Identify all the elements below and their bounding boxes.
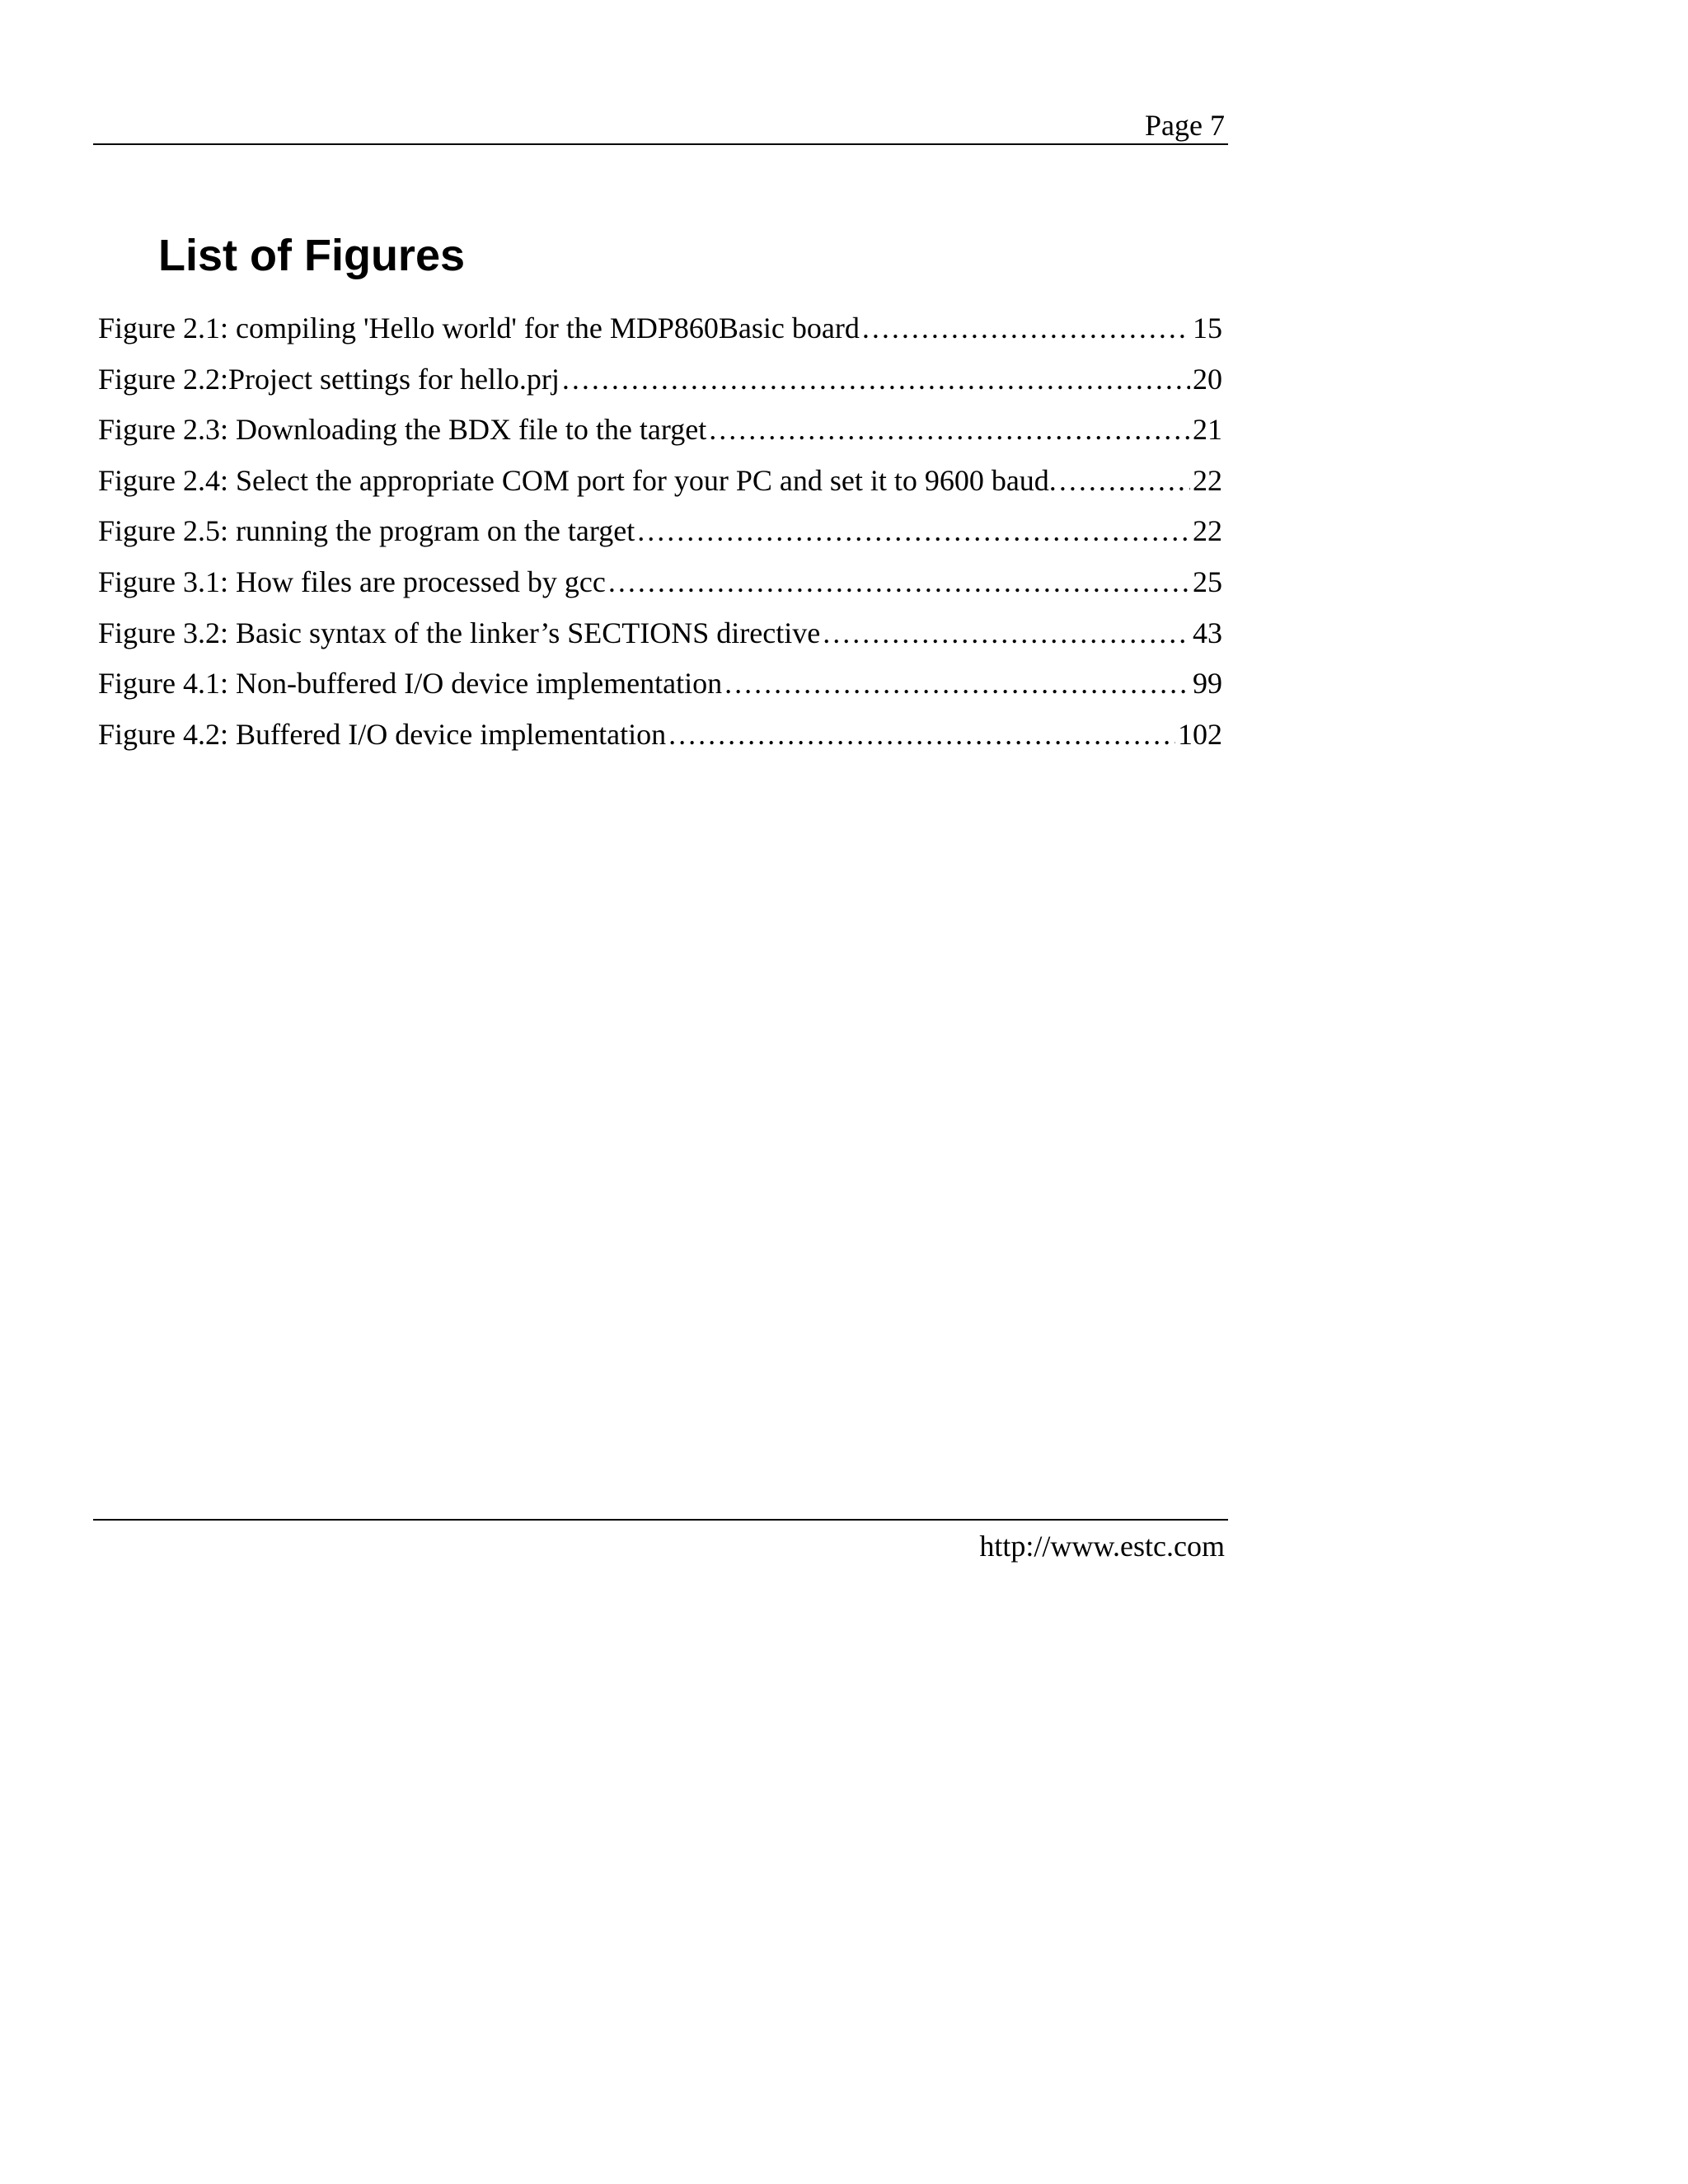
- toc-entry-page: 15: [1193, 312, 1222, 344]
- list-of-figures: [98, 303, 1222, 760]
- toc-entry-page: 20: [1193, 362, 1222, 396]
- toc-entry[interactable]: [98, 608, 1222, 659]
- toc-entry-label: Figure 3.1: How files are processed by gcc: [98, 565, 606, 598]
- toc-entry[interactable]: [98, 456, 1222, 507]
- toc-dot-leader: [724, 658, 1190, 710]
- toc-entry-label: Figure 4.1: Non-buffered I/O device implementation: [98, 667, 723, 701]
- toc-entry-page: 99: [1193, 667, 1222, 701]
- toc-entry-label: Figure 2.2:Project settings for hello.prj: [98, 362, 560, 396]
- toc-entry[interactable]: [98, 658, 1222, 710]
- toc-entry-label: Figure 3.2: Basic syntax of the linker’s SECTIONS directive: [98, 616, 821, 649]
- toc-entry-label: Figure 4.2: Buffered I/O device implementation: [98, 717, 667, 751]
- toc-dot-leader: [862, 303, 1190, 354]
- toc-entry-label: Figure 2.1: compiling 'Hello world' for the MDP860Basic board: [98, 312, 860, 344]
- toc-entry-page: 22: [1193, 463, 1222, 497]
- toc-dot-leader: [1059, 456, 1190, 507]
- toc-dot-leader: [709, 405, 1190, 456]
- toc-entry[interactable]: [98, 354, 1222, 405]
- page-title: List of Figures: [158, 231, 466, 280]
- toc-dot-leader: [668, 710, 1175, 761]
- toc-dot-leader: [637, 506, 1190, 557]
- toc-entry-label: Figure 2.3: Downloading the BDX file to the target: [98, 413, 707, 447]
- toc-entry-page: 25: [1193, 565, 1222, 598]
- toc-entry-label: Figure 2.5: running the program on the target: [98, 514, 635, 548]
- toc-dot-leader: [562, 354, 1190, 405]
- toc-entry[interactable]: [98, 405, 1222, 456]
- page-header: [93, 99, 1228, 145]
- footer-url-link[interactable]: http://www.estc.com: [979, 1530, 1225, 1563]
- toc-entry[interactable]: [98, 557, 1222, 608]
- toc-entry-page: 21: [1193, 413, 1222, 447]
- toc-entry[interactable]: [98, 506, 1222, 557]
- toc-entry-label: Figure 2.4: Select the appropriate COM port for your PC and set it to 9600 baud.: [98, 463, 1057, 497]
- toc-entry[interactable]: [98, 710, 1222, 761]
- toc-entry-page: 102: [1178, 717, 1222, 751]
- toc-entry[interactable]: [98, 303, 1222, 354]
- toc-dot-leader: [823, 608, 1190, 659]
- toc-entry-page: 43: [1193, 616, 1222, 649]
- toc-dot-leader: [608, 557, 1190, 608]
- toc-entry-page: 22: [1193, 514, 1222, 548]
- page-number: Page 7: [1145, 109, 1225, 142]
- page-footer: [93, 1519, 1228, 1563]
